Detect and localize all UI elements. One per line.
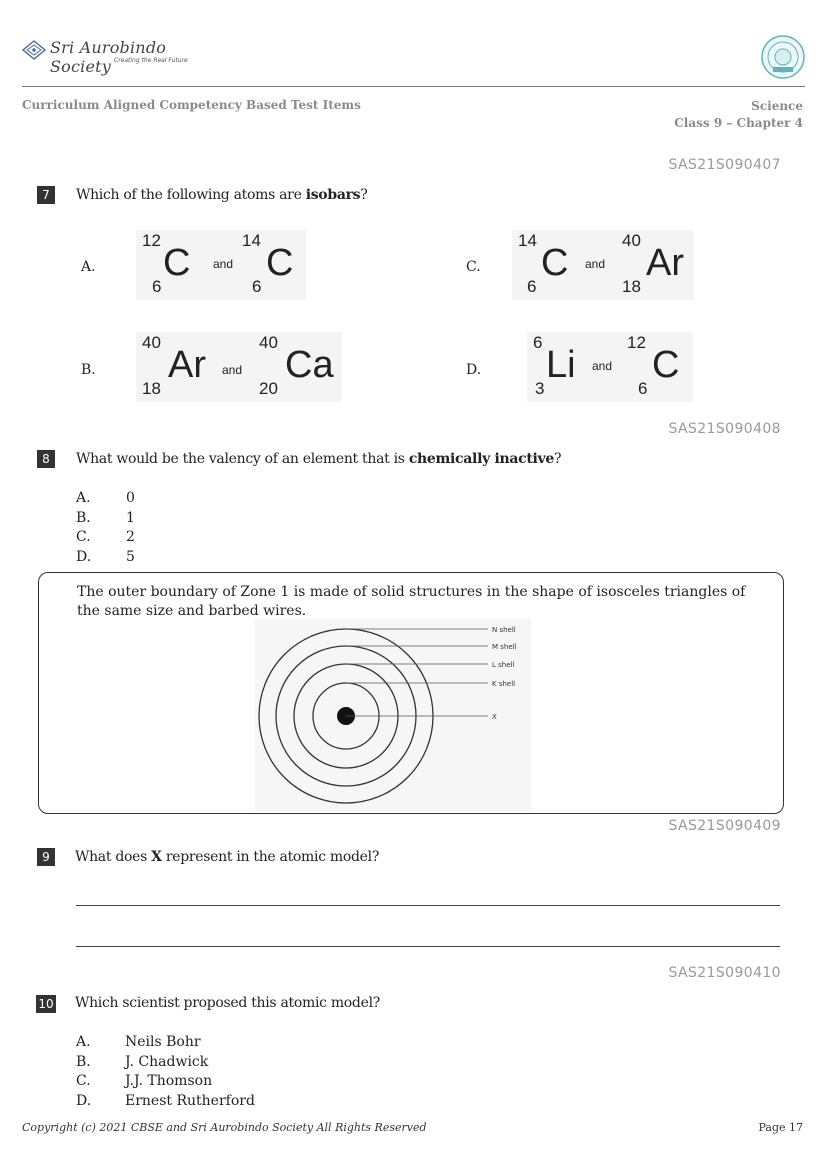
question-8-text: What would be the valency of an element that is chemically inactive? <box>76 451 562 467</box>
atomic-number: 18 <box>622 277 641 296</box>
atomic-number: 20 <box>259 379 278 398</box>
mass-number: 6 <box>533 333 543 352</box>
keyword-chemically-inactive: chemically inactive <box>408 451 555 467</box>
scenario-box <box>38 572 784 814</box>
option-letter: A. <box>76 1034 91 1050</box>
m-shell-label: M shell <box>492 643 517 651</box>
element-symbol: Ar <box>646 242 684 284</box>
mass-number: 40 <box>142 333 161 352</box>
logo-name: Sri Aurobindo Society <box>50 38 167 76</box>
atomic-model-diagram <box>255 619 531 811</box>
option-value: 5 <box>126 549 135 565</box>
option-value: 1 <box>126 510 135 526</box>
mass-number: 14 <box>242 231 261 250</box>
n-shell-label: N shell <box>492 626 516 634</box>
option-b-letter: B. <box>81 362 96 378</box>
answer-line[interactable] <box>76 946 780 947</box>
and-word: and <box>222 363 243 377</box>
option-d-letter: D. <box>466 362 482 378</box>
document-series-title: Curriculum Aligned Competency Based Test Items <box>22 98 361 112</box>
mass-number: 12 <box>627 333 646 352</box>
question-number-badge: 10 <box>36 995 56 1013</box>
answer-line[interactable] <box>76 905 780 906</box>
option-value: Ernest Rutherford <box>125 1093 255 1109</box>
question-7-text: Which of the following atoms are isobars? <box>76 187 368 203</box>
element-symbol: C <box>541 242 569 284</box>
header-divider <box>22 86 805 87</box>
option-letter: B. <box>76 510 91 526</box>
and-word: and <box>585 257 606 271</box>
option-letter: C. <box>76 529 91 545</box>
option-letter: D. <box>76 1093 92 1109</box>
and-word: and <box>592 359 613 373</box>
subject-block <box>674 98 803 132</box>
x-label: X <box>492 713 497 721</box>
option-value: Neils Bohr <box>125 1034 201 1050</box>
question-10-text: Which scientist proposed this atomic model? <box>75 995 380 1011</box>
element-symbol: C <box>652 344 680 386</box>
atomic-number: 3 <box>535 379 545 398</box>
element-symbol: C <box>266 242 294 284</box>
atomic-number: 18 <box>142 379 161 398</box>
option-letter: C. <box>76 1073 91 1089</box>
option-value: 2 <box>126 529 135 545</box>
option-c-letter: C. <box>466 259 481 275</box>
element-symbol: C <box>163 242 191 284</box>
society-emblem-icon <box>22 40 46 60</box>
l-shell-label: L shell <box>492 661 515 669</box>
atomic-number: 6 <box>527 277 537 296</box>
question-number-badge: 7 <box>37 186 55 204</box>
element-symbol: Li <box>546 344 576 386</box>
keyword-x: X <box>151 849 162 865</box>
mass-number: 14 <box>518 231 537 250</box>
element-symbol: Ar <box>168 344 206 386</box>
option-a-letter: A. <box>81 259 96 275</box>
option-c-nuclide-pair <box>512 230 694 300</box>
option-letter: A. <box>76 490 91 506</box>
question-number-badge: 8 <box>37 450 55 468</box>
question-number-badge: 9 <box>37 848 55 866</box>
element-symbol: Ca <box>285 344 334 386</box>
keyword-isobars: isobars <box>305 187 361 203</box>
and-word: and <box>213 257 234 271</box>
sri-aurobindo-society-logo <box>22 38 212 76</box>
subject-label: Science <box>751 99 803 113</box>
atomic-number: 6 <box>152 277 162 296</box>
option-a-nuclide-pair <box>136 230 306 300</box>
option-d-nuclide-pair <box>527 332 693 402</box>
k-shell-label: K shell <box>492 680 516 688</box>
atomic-number: 6 <box>252 277 262 296</box>
item-code: SAS21S090407 <box>668 157 781 173</box>
option-letter: D. <box>76 549 92 565</box>
item-code: SAS21S090410 <box>668 965 781 981</box>
class-chapter-label: Class 9 – Chapter 4 <box>674 116 803 130</box>
option-value: J. Chadwick <box>125 1054 209 1070</box>
copyright-notice: Copyright (c) 2021 CBSE and Sri Aurobindo Society All Rights Reserved <box>22 1121 427 1134</box>
question-9-text: What does X represent in the atomic model? <box>75 849 380 865</box>
mass-number: 40 <box>259 333 278 352</box>
item-code: SAS21S090408 <box>668 421 781 437</box>
page-number: Page 17 <box>758 1121 803 1134</box>
option-value: 0 <box>126 490 135 506</box>
option-letter: B. <box>76 1054 91 1070</box>
atomic-number: 6 <box>638 379 648 398</box>
option-value: J.J. Thomson <box>125 1073 213 1089</box>
scenario-text: The outer boundary of Zone 1 is made of solid structures in the shape of isosceles triangles of the same size and barbed wires. <box>77 584 746 619</box>
item-code: SAS21S090409 <box>668 818 781 834</box>
cbse-seal-icon <box>760 34 806 80</box>
option-b-nuclide-pair <box>136 332 342 402</box>
mass-number: 40 <box>622 231 641 250</box>
logo-tagline: Creating the Real Future <box>114 57 188 64</box>
mass-number: 12 <box>142 231 161 250</box>
